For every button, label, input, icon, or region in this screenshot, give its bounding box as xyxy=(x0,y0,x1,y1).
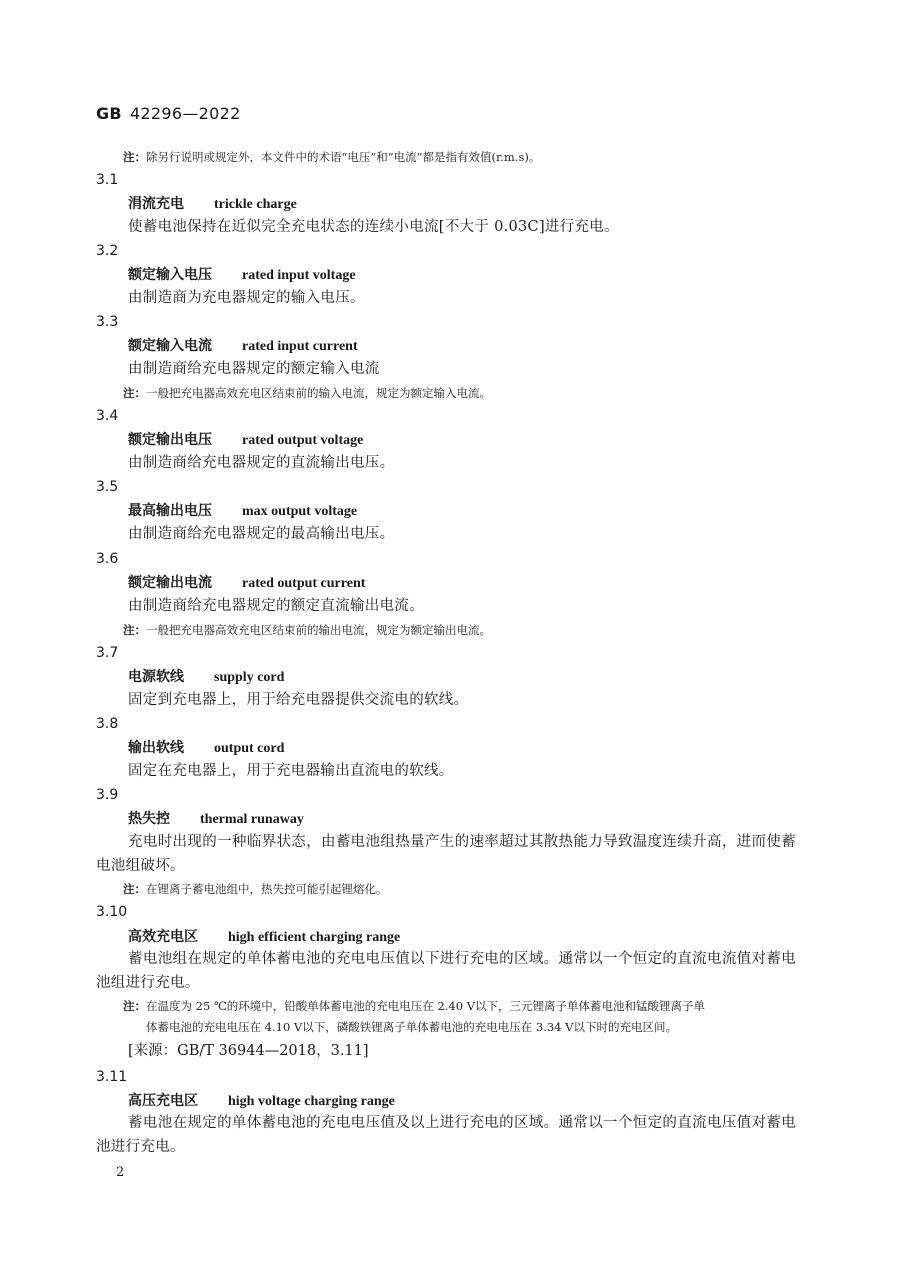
term-en: rated input current xyxy=(242,339,358,354)
term-heading xyxy=(128,740,284,757)
term-definition: 固定在充电器上，用于充电器输出直流电的软线。 xyxy=(128,763,454,779)
term-heading xyxy=(128,575,365,592)
term-note xyxy=(123,623,491,637)
term-note xyxy=(123,999,705,1013)
term-heading xyxy=(128,196,297,213)
term-heading xyxy=(128,503,357,520)
term-zh: 额定输入电流 xyxy=(128,338,212,354)
clause-number: 3.11 xyxy=(96,1069,128,1085)
term-heading xyxy=(128,669,284,686)
clause-number: 3.3 xyxy=(96,314,119,330)
standard-code: 42296—2022 xyxy=(129,104,241,123)
term-zh: 额定输出电流 xyxy=(128,575,212,591)
term-definition: 固定到充电器上，用于给充电器提供交流电的软线。 xyxy=(128,692,469,708)
term-definition: 由制造商给充电器规定的额定直流输出电流。 xyxy=(128,598,424,614)
clause-number: 3.10 xyxy=(96,904,128,920)
clause-number: 3.9 xyxy=(96,787,119,803)
term-definition: 蓄电池组在规定的单体蓄电池的充电电压值以下进行充电的区域。通常以一个恒定的直流电流值对蓄电池组进行充电。 xyxy=(96,951,796,991)
note-text: 在温度为 25 ℃的环境中，铅酸单体蓄电池的充电电压在 2.40 V以下，三元锂离子单体蓄电池和锰酸锂离子单 xyxy=(146,999,706,1013)
term-en: rated output voltage xyxy=(242,433,364,448)
standard-header xyxy=(96,104,241,123)
term-en: thermal runaway xyxy=(200,812,304,827)
clause-number: 3.4 xyxy=(96,408,119,424)
standard-prefix: GB xyxy=(96,104,122,123)
term-heading xyxy=(128,1093,395,1110)
term-zh: 高效充电区 xyxy=(128,929,198,945)
page-number: 2 xyxy=(116,1165,125,1180)
term-definition: 由制造商给充电器规定的直流输出电压。 xyxy=(128,455,395,471)
term-note-continued: 体蓄电池的充电电压在 4.10 V以下，磷酸铁锂离子单体蓄电池的充电电压在 3.34 V以下时的充电区间。 xyxy=(146,1020,677,1034)
term-en: high efficient charging range xyxy=(228,930,401,945)
term-heading xyxy=(128,929,400,946)
term-en: supply cord xyxy=(214,670,285,685)
clause-number: 3.2 xyxy=(96,243,119,259)
note-label: 注： xyxy=(123,386,146,400)
term-en: output cord xyxy=(214,741,285,756)
term-source: [来源：GB/T 36944—2018，3.11] xyxy=(128,1043,369,1059)
intro-note xyxy=(123,150,540,164)
note-text: 一般把充电器高效充电区结束前的输入电流，规定为额定输入电流。 xyxy=(146,386,491,400)
term-definition: 使蓄电池保持在近似完全充电状态的连续小电流[不大于 0.03C]进行充电。 xyxy=(128,219,619,235)
term-zh: 涓流充电 xyxy=(128,196,184,212)
clause-number: 3.8 xyxy=(96,716,119,732)
term-heading xyxy=(128,267,356,284)
note-label: 注： xyxy=(123,623,146,637)
term-heading xyxy=(128,811,304,828)
term-zh: 额定输入电压 xyxy=(128,267,212,283)
term-definition: 由制造商给充电器规定的额定输入电流 xyxy=(128,361,380,377)
term-note xyxy=(123,386,491,400)
term-en: max output voltage xyxy=(242,504,358,519)
term-en: high voltage charging range xyxy=(228,1094,395,1109)
term-definition: 由制造商为充电器规定的输入电压。 xyxy=(128,290,365,306)
term-zh: 高压充电区 xyxy=(128,1093,198,1109)
clause-number: 3.1 xyxy=(96,172,119,188)
term-note xyxy=(123,882,388,896)
term-zh: 额定输出电压 xyxy=(128,432,212,448)
note-label: 注： xyxy=(123,882,146,896)
note-text: 在锂离子蓄电池组中，热失控可能引起锂熔化。 xyxy=(146,882,388,896)
term-en: rated output current xyxy=(242,576,366,591)
term-en: rated input voltage xyxy=(242,268,356,283)
term-heading xyxy=(128,338,358,355)
term-definition: 蓄电池在规定的单体蓄电池的充电电压值及以上进行充电的区域。通常以一个恒定的直流电压值对蓄电池进行充电。 xyxy=(96,1115,796,1155)
clause-number: 3.7 xyxy=(96,645,119,661)
clause-number: 3.6 xyxy=(96,551,119,567)
note-text: 一般把充电器高效充电区结束前的输出电流，规定为额定输出电流。 xyxy=(146,623,491,637)
note-label: 注： xyxy=(123,999,146,1013)
term-zh: 电源软线 xyxy=(128,669,184,685)
note-text: 除另行说明或规定外，本文件中的术语“电压”和“电流”都是指有效值(r.m.s)。 xyxy=(146,150,541,164)
clause-number: 3.5 xyxy=(96,479,119,495)
term-zh: 最高输出电压 xyxy=(128,503,212,519)
note-label: 注： xyxy=(123,150,146,164)
term-definition: 充电时出现的一种临界状态，由蓄电池组热量产生的速率超过其散热能力导致温度连续升高，进而使蓄电池组破坏。 xyxy=(96,834,796,874)
term-heading xyxy=(128,432,363,449)
term-zh: 输出软线 xyxy=(128,740,184,756)
term-en: trickle charge xyxy=(214,197,297,212)
term-zh: 热失控 xyxy=(128,811,170,827)
term-definition: 由制造商给充电器规定的最高输出电压。 xyxy=(128,526,395,542)
